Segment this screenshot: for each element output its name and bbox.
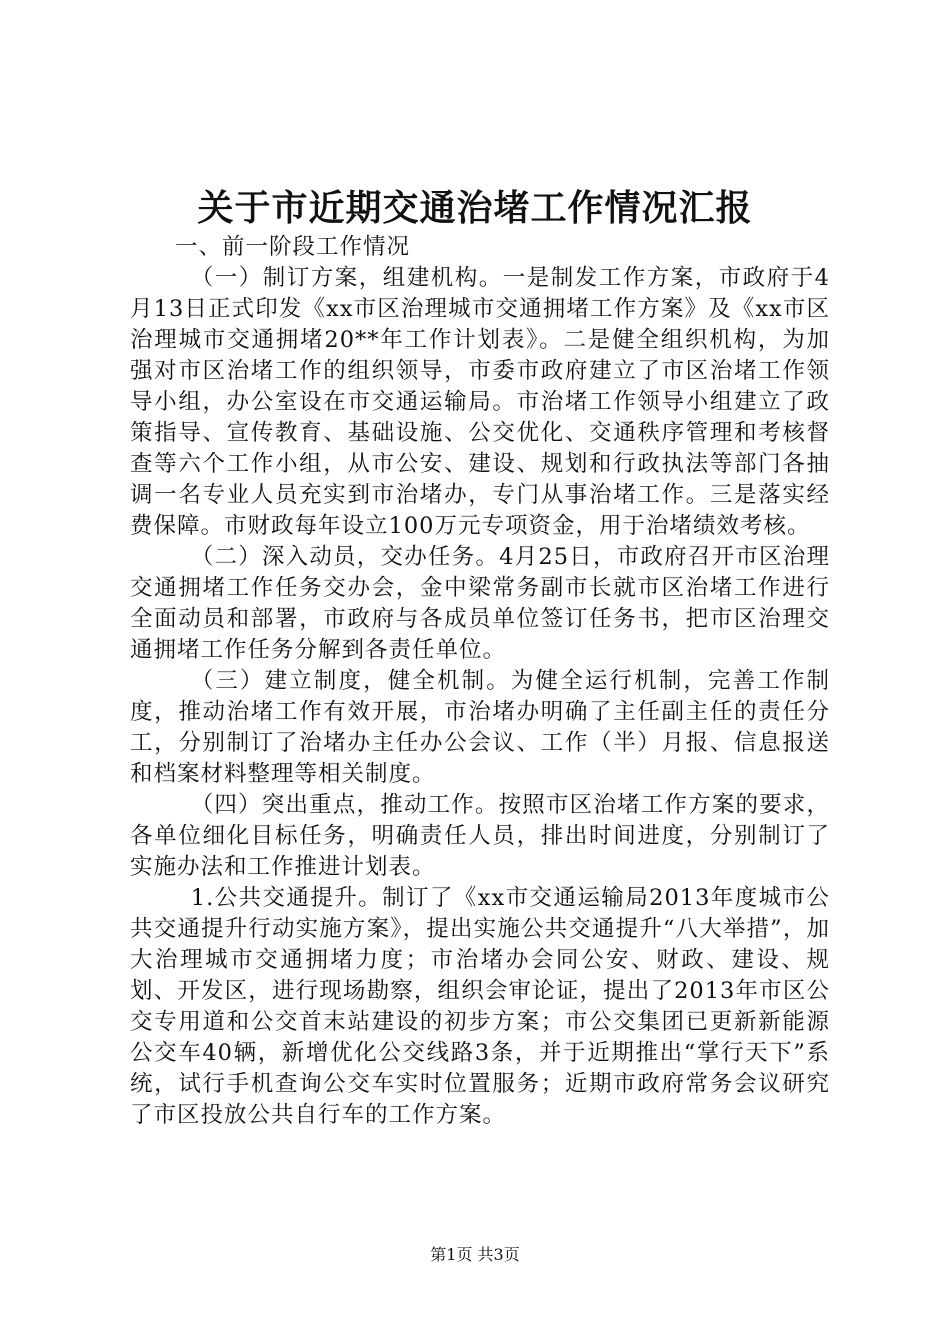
page-footer: 第1页 共3页 bbox=[430, 1245, 520, 1264]
paragraph-5: 1.公共交通提升。制订了《xx市交通运输局2013年度城市公共交通提升行动实施方案》，提出实施公共交通提升“八大举措”，加大治理城市交通拥堵力度；市治堵办会同公安、财政、建设、规划、开发区，进行现场勘察，组织会审论证，提出了2013年市区公交专用道和公交首末站建设的初步方案；市公交集团已更新新能源公交车40辆，新增优化公交线路3条，并于近期推出“掌行天下”系统，试行手机查询公交车实时位置服务；近期市政府常务会议研究了市区投放公共自行车的工作方案。 bbox=[130, 885, 830, 1128]
document-title: 关于市近期交通治堵工作情况汇报 bbox=[197, 187, 753, 229]
document-body bbox=[130, 232, 830, 1131]
paragraph-4: （四）突出重点，推动工作。按照市区治堵工作方案的要求，各单位细化目标任务，明确责任人员，排出时间进度，分别制订了实施办法和工作推进计划表。 bbox=[130, 792, 830, 880]
section-heading: 一、前一阶段工作情况 bbox=[175, 234, 411, 260]
paragraph-3: （三）建立制度，健全机制。为健全运行机制，完善工作制度，推动治堵工作有效开展，市治堵办明确了主任副主任的责任分工，分别制订了治堵办主任办公会议、工作（半）月报、信息报送和档案材料整理等相关制度。 bbox=[130, 668, 830, 787]
paragraph-1: （一）制订方案，组建机构。一是制发工作方案，市政府于4月13日正式印发《xx市区治理城市交通拥堵工作方案》及《xx市区治理城市交通拥堵20**年工作计划表》。二是健全组织机构，为加强对市区治堵工作的组织领导，市委市政府建立了市区治堵工作领导小组，办公室设在市交通运输局。市治堵工作领导小组建立了政策指导、宣传教育、基础设施、公交优化、交通秩序管理和考核督查等六个工作小组，从市公安、建设、规划和行政执法等部门各抽调一名专业人员充实到市治堵办，专门从事治堵工作。三是落实经费保障。市财政每年设立100万元专项资金，用于治堵绩效考核。 bbox=[130, 265, 830, 539]
paragraph-2: （二）深入动员，交办任务。4月25日，市政府召开市区治理交通拥堵工作任务交办会，金中梁常务副市长就市区治堵工作进行全面动员和部署，市政府与各成员单位签订任务书，把市区治理交通拥堵工作任务分解到各责任单位。 bbox=[130, 544, 830, 663]
